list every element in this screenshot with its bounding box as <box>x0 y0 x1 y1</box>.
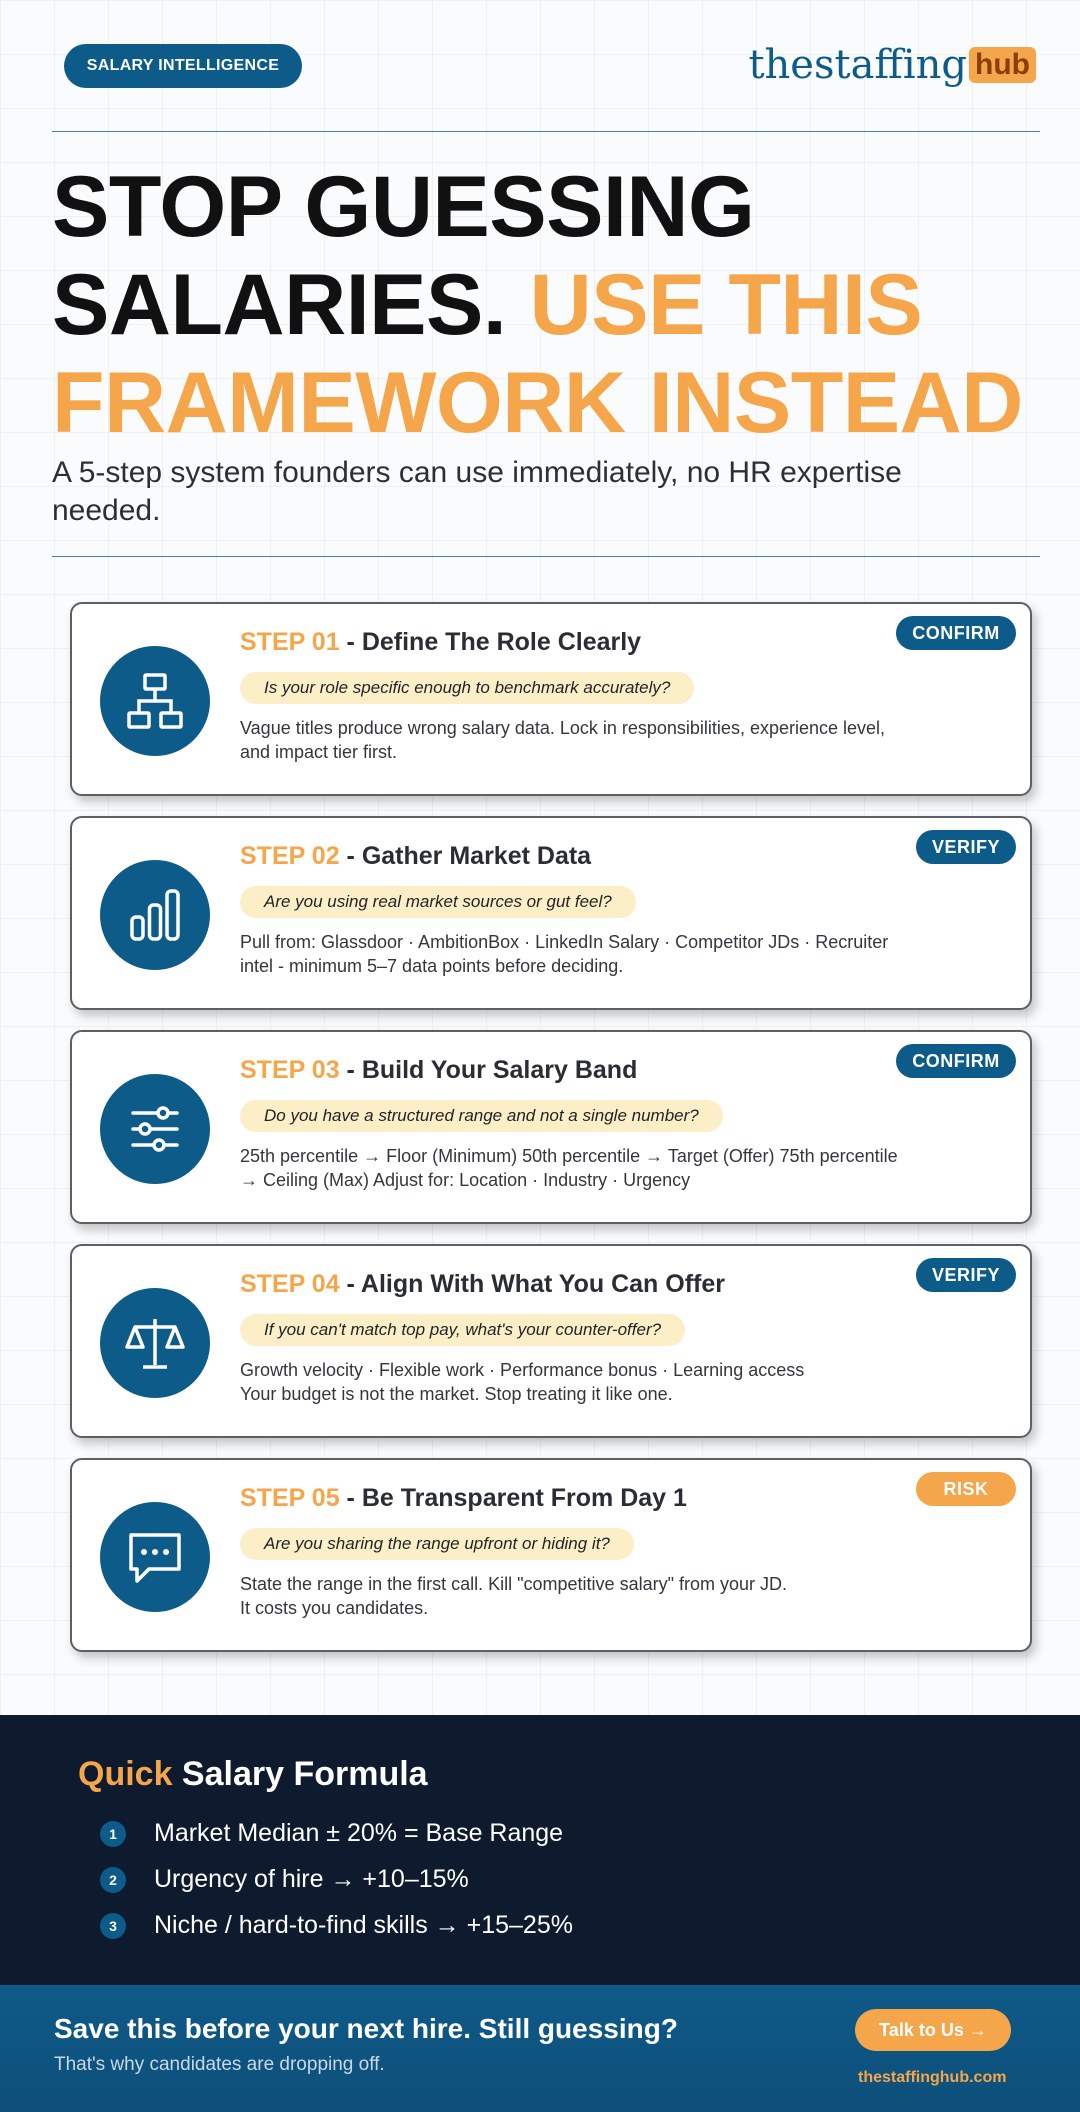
step-5-heading: - Be Transparent From Day 1 <box>339 1484 687 1512</box>
formula-item-3-number: 3 <box>100 1913 126 1939</box>
step-4-icon-circle <box>100 1288 210 1398</box>
headline-line-2a: SALARIES. <box>52 257 507 353</box>
formula-item-2-number: 2 <box>100 1867 126 1893</box>
step-1-badge: CONFIRM <box>896 616 1016 650</box>
step-1-heading: - Define The Role Clearly <box>339 628 642 656</box>
bottom-divider <box>52 556 1040 557</box>
step-2-badge: VERIFY <box>916 830 1016 864</box>
formula-title-rest: Salary Formula <box>172 1755 428 1793</box>
step-4-heading: - Align With What You Can Offer <box>339 1270 725 1298</box>
step-5-description-line-2: It costs you candidates. <box>240 1598 429 1618</box>
step-2-title <box>240 842 591 871</box>
step-2-number: STEP 02 <box>240 842 340 870</box>
step-4-description-line-1: Growth velocity · Flexible work · Performance bonus · Learning access <box>240 1360 805 1380</box>
step-1-icon-circle <box>100 646 210 756</box>
step-3-question: Do you have a structured range and not a single number? <box>240 1100 723 1132</box>
formula-item-1-text: Market Median ± 20% = Base Range <box>154 1819 564 1847</box>
step-4-title <box>240 1270 725 1299</box>
step-card-3 <box>70 1030 1032 1224</box>
step-3-icon-circle <box>100 1074 210 1184</box>
scale-icon <box>123 1311 187 1375</box>
step-card-4 <box>70 1244 1032 1438</box>
talk-to-us-button[interactable]: Talk to Us → <box>855 2009 1011 2051</box>
step-5-question: Are you sharing the range upfront or hiding it? <box>240 1528 634 1560</box>
step-3-title <box>240 1056 637 1085</box>
footer-cta-band <box>0 1985 1080 2112</box>
step-2-description: Pull from: Glassdoor · AmbitionBox · LinkedIn Salary · Competitor JDs · Recruiter intel - minimum 5–7 data points before deciding. <box>240 932 889 976</box>
formula-item-3-text: Niche / hard-to-find skills → +15–25% <box>154 1911 573 1939</box>
step-5-title <box>240 1484 687 1513</box>
step-2-icon-circle <box>100 860 210 970</box>
step-2-heading: - Gather Market Data <box>339 842 592 870</box>
step-5-badge: RISK <box>916 1472 1016 1506</box>
step-card-2 <box>70 816 1032 1010</box>
org-chart-icon <box>123 669 187 733</box>
step-3-number: STEP 03 <box>240 1056 340 1084</box>
step-4-number: STEP 04 <box>240 1270 340 1298</box>
top-divider <box>52 131 1040 132</box>
step-1-question: Is your role specific enough to benchmark accurately? <box>240 672 694 704</box>
quick-formula-section <box>0 1715 1080 1985</box>
step-3-description: 25th percentile → Floor (Minimum) 50th percentile → Target (Offer) 75th percentile → Ceiling (Max) Adjust for: Location · Industry · Urgency <box>240 1146 898 1190</box>
step-5-icon-circle <box>100 1502 210 1612</box>
step-1-description: Vague titles produce wrong salary data. Lock in responsibilities, experience level, and impact tier first. <box>240 718 886 762</box>
step-4-description <box>240 1358 920 1406</box>
formula-item-2-text: Urgency of hire → +10–15% <box>154 1865 469 1893</box>
sliders-icon <box>123 1097 187 1161</box>
step-1-title <box>240 628 641 657</box>
step-5-number: STEP 05 <box>240 1484 340 1512</box>
chat-icon <box>123 1525 187 1589</box>
logo-text: thestaffing <box>748 42 968 88</box>
step-2-question: Are you using real market sources or gut feel? <box>240 886 636 918</box>
brand-logo[interactable] <box>748 42 1036 88</box>
website-link[interactable]: thestaffinghub.com <box>858 2069 1007 2086</box>
bar-chart-icon <box>123 883 187 947</box>
footer-subtext: That's why candidates are dropping off. <box>54 2054 385 2075</box>
step-3-heading: - Build Your Salary Band <box>339 1056 638 1084</box>
step-card-1 <box>70 602 1032 796</box>
logo-hub: hub <box>969 47 1036 83</box>
formula-item-3 <box>100 1911 573 1940</box>
headline-line-1: STOP GUESSING <box>52 159 755 255</box>
subtitle: A 5-step system founders can use immediately, no HR expertise needed. <box>52 456 902 527</box>
step-4-question: If you can't match top pay, what's your counter-offer? <box>240 1314 685 1346</box>
formula-item-2 <box>100 1865 469 1894</box>
footer-headline: Save this before your next hire. Still guessing? <box>54 2013 678 2044</box>
headline-line-2 <box>52 256 1052 354</box>
step-3-badge: CONFIRM <box>896 1044 1016 1078</box>
headline-line-3: FRAMEWORK INSTEAD <box>52 355 1023 451</box>
formula-item-1-number: 1 <box>100 1821 126 1847</box>
category-tag: SALARY INTELLIGENCE <box>64 44 302 88</box>
headline <box>52 158 1052 452</box>
step-card-5 <box>70 1458 1032 1652</box>
step-4-badge: VERIFY <box>916 1258 1016 1292</box>
formula-title <box>78 1755 428 1794</box>
step-4-description-line-2: Your budget is not the market. Stop treating it like one. <box>240 1384 673 1404</box>
formula-item-1 <box>100 1819 563 1848</box>
step-5-description-line-1: State the range in the first call. Kill "competitive salary" from your JD. <box>240 1574 787 1594</box>
headline-line-2b: USE THIS <box>529 257 923 353</box>
step-5-description <box>240 1572 920 1620</box>
formula-title-accent: Quick <box>78 1755 173 1793</box>
step-1-number: STEP 01 <box>240 628 340 656</box>
